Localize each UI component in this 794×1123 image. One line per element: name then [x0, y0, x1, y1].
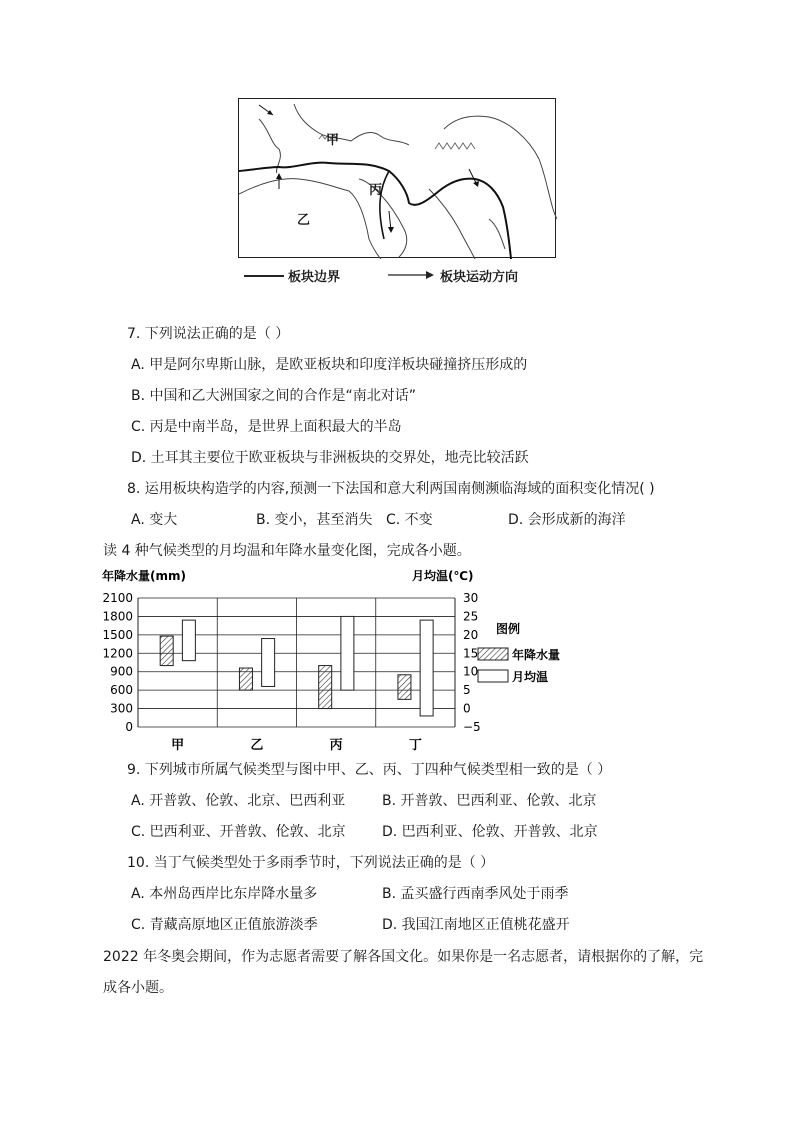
arrow-icon — [388, 268, 436, 282]
boundary-legend-line — [244, 275, 284, 277]
boundary-legend-label: 板块边界 — [288, 270, 341, 285]
olympics-intro-line1: 2022 年冬奥会期间，作为志愿者需要了解各国文化。如果你是一名志愿者，请根据你的了解，完 — [103, 949, 704, 965]
olympics-intro-line2: 成各小题。 — [103, 980, 173, 996]
right-tick-label: 30 — [463, 591, 479, 605]
temp-bar — [262, 639, 275, 687]
right-tick-label: 0 — [463, 701, 471, 716]
right-tick-label: 10 — [463, 664, 479, 679]
q9-stem: 9. 下列城市所属气候类型与图中甲、乙、丙、丁四种气候类型相一致的是（ ） — [127, 762, 612, 778]
q9-option-a: A. 开普敦、伦敦、北京、巴西利亚 — [131, 793, 346, 809]
precip-bar — [160, 636, 173, 665]
q9-option-b: B. 开普敦、巴西利亚、伦敦、北京 — [382, 793, 597, 809]
precip-bar — [319, 666, 332, 709]
q7-option-c: C. 丙是中南半岛，是世界上面积最大的半岛 — [131, 419, 402, 435]
temp-bar — [341, 616, 354, 690]
left-tick-label: 1500 — [102, 627, 133, 642]
plate-map-drawing — [239, 99, 557, 259]
q10-stem: 10. 当丁气候类型处于多雨季节时，下列说法正确的是（ ） — [127, 855, 495, 871]
q7-option-a: A. 甲是阿尔卑斯山脉，是欧亚板块和印度洋板块碰撞挤压形成的 — [131, 357, 528, 373]
category-label: 乙 — [250, 738, 264, 753]
map-label-yi: 乙 — [297, 213, 311, 228]
q7-stem: 7. 下列说法正确的是（ ） — [127, 326, 290, 342]
q10-option-a: A. 本州岛西岸比东岸降水量多 — [131, 886, 318, 902]
category-label: 甲 — [171, 738, 185, 753]
q8-option-b: B. 变小，甚至消失 — [256, 512, 373, 528]
left-tick-label: 900 — [110, 664, 133, 679]
left-tick-label: 1800 — [102, 609, 133, 624]
q8-stem: 8. 运用板块构造学的内容,预测一下法国和意大利两国南侧濒临海域的面积变化情况( ) — [127, 481, 655, 497]
legend-temp-swatch — [478, 670, 508, 682]
q9-option-d: D. 巴西利亚、伦敦、开普敦、北京 — [382, 824, 598, 840]
left-tick-label: 0 — [125, 720, 133, 734]
plate-map — [238, 98, 556, 258]
legend-temp-label: 月均温 — [512, 670, 549, 684]
temp-bar — [182, 620, 195, 661]
precip-bar — [398, 675, 411, 700]
direction-legend-label: 板块运动方向 — [440, 270, 519, 285]
category-label: 丙 — [329, 738, 343, 753]
left-tick-label: 2100 — [102, 591, 133, 605]
left-tick-label: 600 — [110, 683, 133, 698]
left-tick-label: 300 — [110, 701, 133, 716]
right-axis-title: 月均温(℃) — [412, 569, 474, 583]
left-tick-label: 1200 — [102, 646, 133, 661]
q10-option-c: C. 青藏高原地区正值旅游淡季 — [131, 917, 318, 933]
right-tick-label: −5 — [463, 720, 481, 734]
right-tick-label: 15 — [463, 646, 479, 661]
legend-precip-label: 年降水量 — [512, 648, 561, 662]
q10-option-b: B. 孟买盛行西南季风处于雨季 — [382, 886, 569, 902]
map-label-jia: 甲 — [326, 133, 340, 148]
right-tick-label: 5 — [463, 683, 471, 698]
map-label-bing: 丙 — [369, 183, 383, 198]
legend-precip-swatch — [478, 648, 508, 660]
left-axis-title: 年降水量(mm) — [102, 569, 186, 583]
legend-title: 图例 — [496, 622, 521, 636]
q7-option-b: B. 中国和乙大洲国家之间的合作是“南北对话” — [131, 388, 417, 404]
q8-option-d: D. 会形成新的海洋 — [508, 512, 626, 528]
q10-option-d: D. 我国江南地区正值桃花盛开 — [382, 917, 570, 933]
precip-bar — [239, 668, 252, 690]
category-label: 丁 — [408, 738, 422, 753]
climate-intro: 读 4 种气候类型的月均温和年降水量变化图，完成各小题。 — [103, 543, 471, 559]
right-tick-label: 25 — [463, 609, 479, 624]
q7-option-d: D. 土耳其主要位于欧亚板块与非洲板块的交界处，地壳比较活跃 — [131, 450, 529, 466]
temp-bar — [420, 620, 433, 716]
climate-chart — [100, 568, 600, 754]
q8-option-a: A. 变大 — [131, 512, 178, 528]
q9-option-c: C. 巴西利亚、开普敦、伦敦、北京 — [131, 824, 346, 840]
q8-option-c: C. 不变 — [386, 512, 433, 528]
right-tick-label: 20 — [463, 627, 479, 642]
